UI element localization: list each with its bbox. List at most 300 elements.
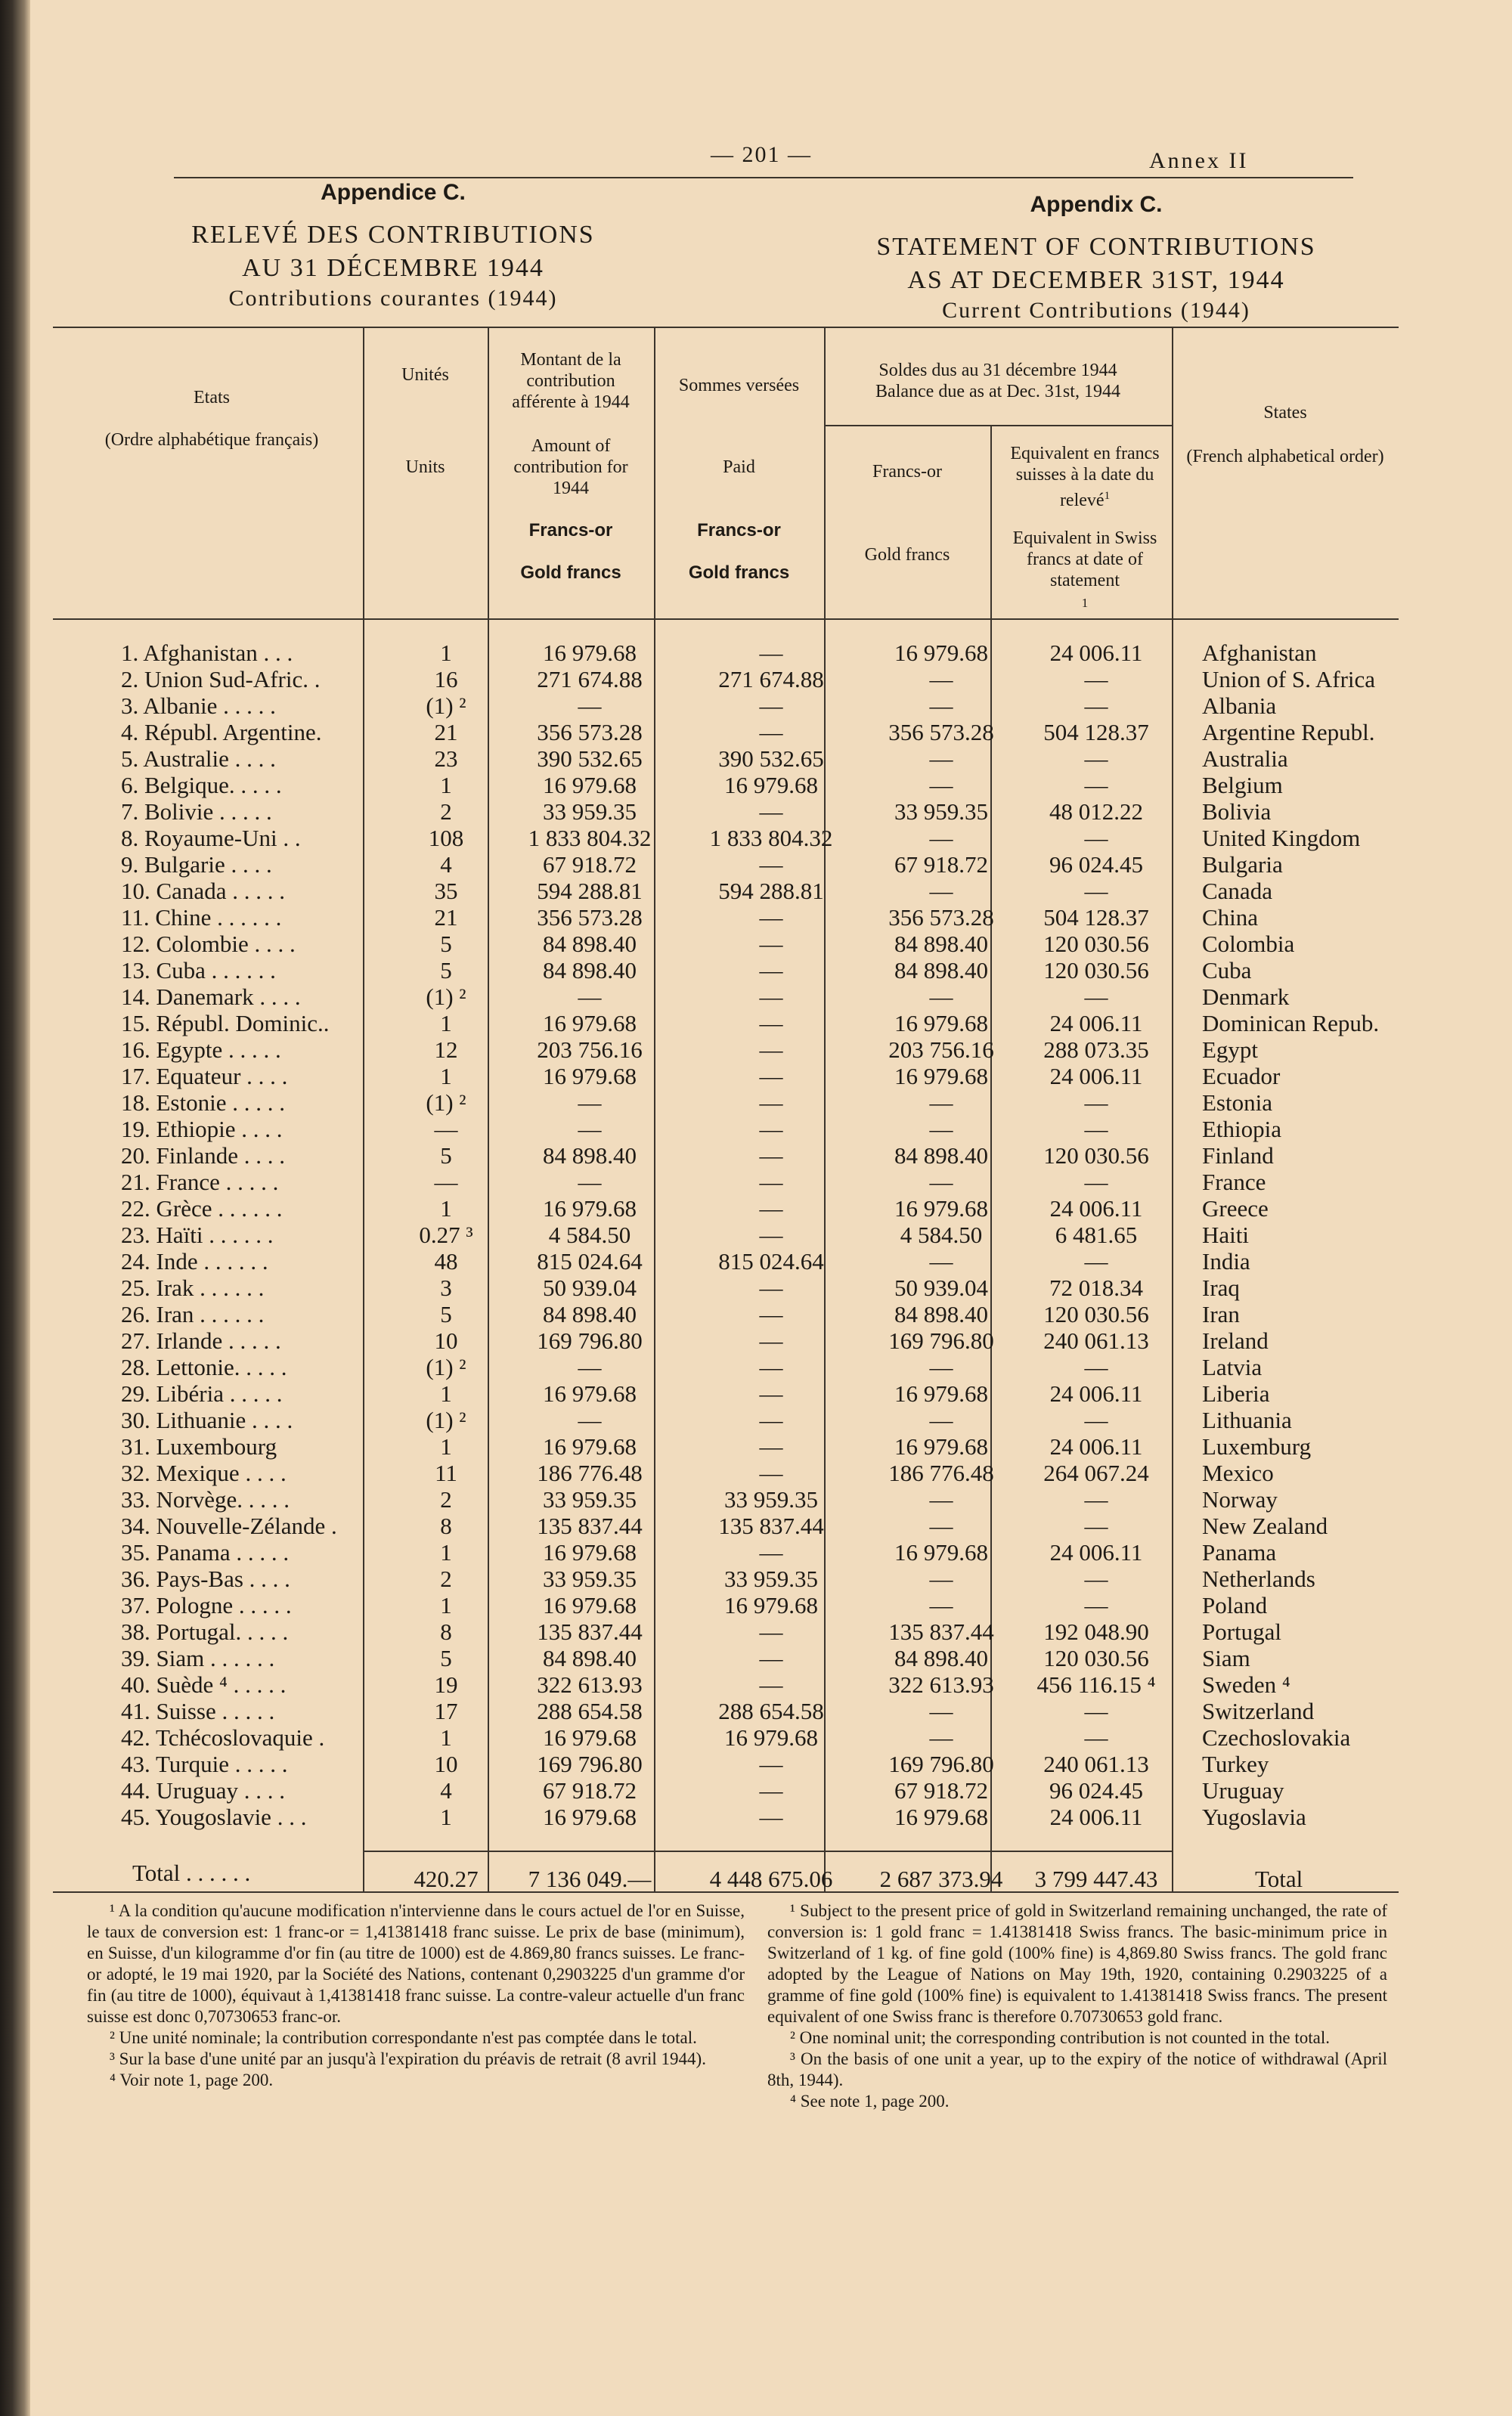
country-name-fr: 44. Uruguay . . . . <box>121 1777 285 1804</box>
annex-label: Annex II <box>1149 148 1249 173</box>
units-cell: 5 <box>440 931 452 957</box>
units-cell: 10 <box>434 1751 458 1777</box>
footnote-en-1: ¹ Subject to the present price of gold in Switzerland remaining unchanged, the rate of conversion is: 1 gold franc = 1.41381418 Swiss francs. The basic-minimum price in Switzerland of 1 kg. of fine gold (100% fine) is 4,869.80 Swiss francs. The gold franc adopted by the League of Nations on May 19th, 1920, containing 0.2903225 of a gramme of fine gold (100% fine) is equivalent to 1.41381418 Swiss francs. The present equivalent of one Swiss franc is therefore 0.70730653 gold franc. <box>767 1901 1387 2026</box>
equiv-cell: — <box>1084 772 1108 798</box>
country-name-fr: 4. Républ. Argentine. <box>121 719 322 745</box>
equiv-cell: 24 006.11 <box>1049 1195 1143 1222</box>
paid-cell: — <box>759 931 783 957</box>
country-name-en: Bulgaria <box>1202 851 1283 878</box>
balance-cell: — <box>929 1724 953 1751</box>
units-cell: 21 <box>434 904 458 931</box>
country-name-fr: 8. Royaume-Uni . . <box>121 825 301 851</box>
balance-cell: 16 979.68 <box>894 1195 988 1222</box>
col-divider <box>488 327 489 1891</box>
equiv-cell: 120 030.56 <box>1043 1142 1149 1169</box>
country-name-fr: 6. Belgique. . . . . <box>121 772 282 798</box>
country-name-fr: 34. Nouvelle-Zélande . <box>121 1513 337 1539</box>
units-cell: 2 <box>440 1566 452 1592</box>
amount-cell: 67 918.72 <box>543 1777 637 1804</box>
units-cell: 5 <box>440 1142 452 1169</box>
equiv-cell: — <box>1084 1698 1108 1724</box>
balance-cell: — <box>929 1248 953 1275</box>
country-name-fr: 11. Chine . . . . . . <box>121 904 282 931</box>
amount-cell: 84 898.40 <box>543 1301 637 1327</box>
balance-cell: — <box>929 745 953 772</box>
country-name-fr: 21. France . . . . . <box>121 1169 279 1195</box>
equiv-cell: 24 006.11 <box>1049 1433 1143 1460</box>
balance-cell: 169 796.80 <box>888 1751 994 1777</box>
amount-cell: 356 573.28 <box>537 719 643 745</box>
equiv-cell: 456 116.15 ⁴ <box>1036 1671 1156 1698</box>
balance-cell: — <box>929 772 953 798</box>
paid-cell: — <box>759 1645 783 1671</box>
country-name-fr: 13. Cuba . . . . . . <box>121 957 276 983</box>
top-rule <box>174 177 1353 178</box>
paid-cell: — <box>759 851 783 878</box>
balance-cell: 186 776.48 <box>888 1460 994 1486</box>
equiv-cell: — <box>1084 1407 1108 1433</box>
col-header-balance: Balance due as at Dec. 31st, 1944 <box>875 382 1120 401</box>
country-name-fr: 20. Finlande . . . . <box>121 1142 285 1169</box>
country-name-fr: 22. Grèce . . . . . . <box>121 1195 283 1222</box>
paid-cell: 16 979.68 <box>724 1592 818 1618</box>
country-name-fr: 19. Ethiopie . . . . <box>121 1116 283 1142</box>
col-header-francs-or-2: Francs-or <box>697 520 781 541</box>
country-name-fr: 32. Mexique . . . . <box>121 1460 287 1486</box>
country-name-en: Iraq <box>1202 1275 1240 1301</box>
amount-cell: 84 898.40 <box>543 1142 637 1169</box>
country-name-fr: 35. Panama . . . . . <box>121 1539 290 1566</box>
amount-cell: 288 654.58 <box>537 1698 643 1724</box>
amount-cell: 67 918.72 <box>543 851 637 878</box>
equiv-cell: 96 024.45 <box>1049 1777 1143 1804</box>
amount-cell: 135 837.44 <box>537 1513 643 1539</box>
country-name-fr: 26. Iran . . . . . . <box>121 1301 265 1327</box>
units-cell: 1 <box>440 1724 452 1751</box>
header-bottom-rule <box>53 618 1399 620</box>
paid-cell: — <box>759 1380 783 1407</box>
amount-cell: — <box>578 1116 602 1142</box>
country-name-fr: 30. Lithuanie . . . . <box>121 1407 293 1433</box>
equiv-cell: — <box>1084 1592 1108 1618</box>
amount-cell: 815 024.64 <box>537 1248 643 1275</box>
document-page <box>30 0 1512 2416</box>
col-header-unites: Unités <box>401 365 449 385</box>
units-cell: 1 <box>440 1433 452 1460</box>
amount-cell: 16 979.68 <box>543 1010 637 1036</box>
country-name-en: Siam <box>1202 1645 1250 1671</box>
amount-cell: 33 959.35 <box>543 1566 637 1592</box>
equiv-cell: — <box>1084 878 1108 904</box>
equiv-cell: 120 030.56 <box>1043 931 1149 957</box>
paid-cell: — <box>759 1301 783 1327</box>
country-name-en: New Zealand <box>1202 1513 1328 1539</box>
country-name-en: Haiti <box>1202 1222 1249 1248</box>
country-name-en: Poland <box>1202 1592 1268 1618</box>
units-cell: 1 <box>440 1804 452 1830</box>
paid-cell: 271 674.88 <box>718 666 824 692</box>
title-fr-line3: Contributions courantes (1944) <box>228 286 558 311</box>
col-header-etats: Etats <box>194 388 230 407</box>
amount-cell: 169 796.80 <box>537 1751 643 1777</box>
country-name-en: Colombia <box>1202 931 1295 957</box>
country-name-en: Iran <box>1202 1301 1240 1327</box>
paid-cell: — <box>759 957 783 983</box>
equiv-cell: 120 030.56 <box>1043 1301 1149 1327</box>
equiv-cell: — <box>1084 1248 1108 1275</box>
equiv-cell: 240 061.13 <box>1043 1751 1149 1777</box>
country-name-en: Estonia <box>1202 1089 1272 1116</box>
units-cell: 48 <box>434 1248 458 1275</box>
country-name-fr: 1. Afghanistan . . . <box>121 640 293 666</box>
col-header-equiv-fr: Equivalent en francs suisses à la date du relevé$^1$ <box>1010 444 1160 510</box>
units-cell: 5 <box>440 1301 452 1327</box>
amount-cell: 356 573.28 <box>537 904 643 931</box>
paid-cell: — <box>759 1089 783 1116</box>
country-name-en: Portugal <box>1202 1618 1282 1645</box>
paid-cell: 16 979.68 <box>724 772 818 798</box>
col-header-etats-sub: (Ordre alphabétique français) <box>104 430 319 450</box>
balance-cell: — <box>929 1116 953 1142</box>
units-cell: 21 <box>434 719 458 745</box>
balance-cell: — <box>929 1354 953 1380</box>
paid-cell: — <box>759 692 783 719</box>
paid-cell: — <box>759 1354 783 1380</box>
country-name-fr: 27. Irlande . . . . . <box>121 1327 281 1354</box>
balance-cell: 356 573.28 <box>888 904 994 931</box>
country-name-en: Ecuador <box>1202 1063 1281 1089</box>
units-cell: 1 <box>440 772 452 798</box>
units-cell: — <box>434 1169 458 1195</box>
balance-cell: 16 979.68 <box>894 1063 988 1089</box>
equiv-cell: 24 006.11 <box>1049 1804 1143 1830</box>
balance-cell: 67 918.72 <box>894 851 988 878</box>
country-name-fr: 16. Egypte . . . . . <box>121 1036 281 1063</box>
col-header-states: States <box>1263 403 1307 423</box>
equiv-cell: — <box>1084 1486 1108 1513</box>
country-name-en: Finland <box>1202 1142 1274 1169</box>
country-name-fr: 40. Suède ⁴ . . . . . <box>121 1671 287 1698</box>
country-name-en: Liberia <box>1202 1380 1270 1407</box>
total-label: Total . . . . . . <box>132 1860 251 1886</box>
equiv-cell: 504 128.37 <box>1043 719 1149 745</box>
country-name-fr: 33. Norvège. . . . . <box>121 1486 290 1513</box>
balance-cell: — <box>929 1513 953 1539</box>
paid-cell: — <box>759 983 783 1010</box>
country-name-fr: 7. Bolivie . . . . . <box>121 798 272 825</box>
country-name-en: Ethiopia <box>1202 1116 1282 1142</box>
amount-cell: 16 979.68 <box>543 1195 637 1222</box>
title-english <box>824 192 1368 324</box>
balance-cell: 16 979.68 <box>894 640 988 666</box>
paid-cell: — <box>759 1327 783 1354</box>
equiv-cell: 288 073.35 <box>1043 1036 1149 1063</box>
total-amount: 7 136 049.— <box>528 1866 652 1892</box>
amount-cell: — <box>578 1089 602 1116</box>
amount-cell: 16 979.68 <box>543 1433 637 1460</box>
col-header-gold-francs-2: Gold francs <box>688 562 790 583</box>
balance-cell: — <box>929 1698 953 1724</box>
balance-cell: 16 979.68 <box>894 1010 988 1036</box>
amount-cell: 33 959.35 <box>543 798 637 825</box>
balance-cell: 84 898.40 <box>894 1301 988 1327</box>
equiv-cell: 72 018.34 <box>1049 1275 1143 1301</box>
balance-cell: — <box>929 666 953 692</box>
paid-cell: — <box>759 1036 783 1063</box>
country-name-fr: 43. Turquie . . . . . <box>121 1751 288 1777</box>
units-cell: 5 <box>440 1645 452 1671</box>
col-header-gold-francs-1: Gold francs <box>520 562 621 583</box>
table-top-rule <box>53 327 1399 328</box>
country-name-en: Bolivia <box>1202 798 1272 825</box>
amount-cell: 84 898.40 <box>543 931 637 957</box>
country-name-en: Egypt <box>1202 1036 1259 1063</box>
paid-cell: — <box>759 1539 783 1566</box>
balance-cell: — <box>929 1089 953 1116</box>
country-name-en: China <box>1202 904 1259 931</box>
units-cell: (1) ² <box>426 1089 466 1116</box>
country-name-en: Greece <box>1202 1195 1269 1222</box>
paid-cell: 33 959.35 <box>724 1486 818 1513</box>
amount-cell: 322 613.93 <box>537 1671 643 1698</box>
amount-cell: 1 833 804.32 <box>528 825 652 851</box>
balance-cell: — <box>929 692 953 719</box>
units-cell: 23 <box>434 745 458 772</box>
country-name-en: Panama <box>1202 1539 1277 1566</box>
amount-cell: 84 898.40 <box>543 1645 637 1671</box>
amount-cell: 16 979.68 <box>543 772 637 798</box>
amount-cell: 271 674.88 <box>537 666 643 692</box>
country-name-en: Latvia <box>1202 1354 1263 1380</box>
balance-subheader-rule <box>824 425 1172 426</box>
equiv-cell: — <box>1084 666 1108 692</box>
paid-cell: — <box>759 1618 783 1645</box>
units-cell: 1 <box>440 1195 452 1222</box>
balance-cell: 169 796.80 <box>888 1327 994 1354</box>
country-name-fr: 31. Luxembourg <box>121 1433 277 1460</box>
col-header-gold-francs-3: Gold francs <box>864 545 950 565</box>
units-cell: 17 <box>434 1698 458 1724</box>
paid-cell: 33 959.35 <box>724 1566 818 1592</box>
title-en-line1: STATEMENT OF CONTRIBUTIONS <box>876 233 1316 261</box>
amount-cell: 16 979.68 <box>543 1724 637 1751</box>
footnote-en-4: ⁴ See note 1, page 200. <box>790 2092 950 2111</box>
amount-cell: — <box>578 1169 602 1195</box>
equiv-cell: — <box>1084 1513 1108 1539</box>
balance-cell: 203 756.16 <box>888 1036 994 1063</box>
equiv-cell: 24 006.11 <box>1049 1010 1143 1036</box>
amount-cell: 203 756.16 <box>537 1036 643 1063</box>
country-name-fr: 37. Pologne . . . . . <box>121 1592 292 1618</box>
country-name-fr: 15. Républ. Dominic.. <box>121 1010 330 1036</box>
title-french <box>136 180 650 311</box>
balance-cell: 33 959.35 <box>894 798 988 825</box>
equiv-cell: 192 048.90 <box>1043 1618 1149 1645</box>
amount-cell: 16 979.68 <box>543 1804 637 1830</box>
country-name-fr: 23. Haïti . . . . . . <box>121 1222 274 1248</box>
paid-cell: 594 288.81 <box>718 878 824 904</box>
paid-cell: — <box>759 1116 783 1142</box>
country-name-en: Afghanistan <box>1202 640 1317 666</box>
equiv-cell: — <box>1084 1116 1108 1142</box>
equiv-cell: — <box>1084 1169 1108 1195</box>
paid-cell: 16 979.68 <box>724 1724 818 1751</box>
balance-cell: — <box>929 1169 953 1195</box>
amount-cell: 50 939.04 <box>543 1275 637 1301</box>
country-name-fr: 39. Siam . . . . . . <box>121 1645 275 1671</box>
country-name-fr: 45. Yougoslavie . . . <box>121 1804 307 1830</box>
units-cell: 12 <box>434 1036 458 1063</box>
balance-cell: — <box>929 878 953 904</box>
equiv-cell: — <box>1084 1724 1108 1751</box>
total-state-label: Total <box>1255 1866 1303 1892</box>
country-name-fr: 29. Libéria . . . . . <box>121 1380 283 1407</box>
amount-cell: 390 532.65 <box>537 745 643 772</box>
amount-cell: 16 979.68 <box>543 1063 637 1089</box>
balance-cell: 16 979.68 <box>894 1804 988 1830</box>
units-cell: 4 <box>440 1777 452 1804</box>
total-equiv: 3 799 447.43 <box>1034 1866 1158 1892</box>
col-header-francs-or-3: Francs-or <box>872 462 942 482</box>
appendix-en: Appendix C. <box>1030 192 1163 217</box>
balance-cell: — <box>929 825 953 851</box>
balance-cell: — <box>929 1486 953 1513</box>
balance-cell: 322 613.93 <box>888 1671 994 1698</box>
footnote-fr-2: ² Une unité nominale; la contribution correspondante n'est pas comptée dans le total. <box>110 2028 697 2047</box>
balance-cell: 16 979.68 <box>894 1380 988 1407</box>
country-name-en: Cuba <box>1202 957 1252 983</box>
paid-cell: — <box>759 1804 783 1830</box>
equiv-cell: 48 012.22 <box>1049 798 1143 825</box>
page-number: — 201 — <box>711 142 812 167</box>
balance-cell: — <box>929 983 953 1010</box>
title-fr-line2: AU 31 DÉCEMBRE 1944 <box>242 254 544 282</box>
paid-cell: — <box>759 798 783 825</box>
units-cell: (1) ² <box>426 983 466 1010</box>
balance-cell: 67 918.72 <box>894 1777 988 1804</box>
equiv-cell: — <box>1084 1566 1108 1592</box>
paid-cell: — <box>759 1222 783 1248</box>
paid-cell: — <box>759 904 783 931</box>
footnote-en-2: ² One nominal unit; the corresponding contribution is not counted in the total. <box>790 2028 1331 2047</box>
balance-cell: 16 979.68 <box>894 1433 988 1460</box>
paid-cell: 288 654.58 <box>718 1698 824 1724</box>
amount-cell: 16 979.68 <box>543 1539 637 1566</box>
equiv-cell: — <box>1084 825 1108 851</box>
country-name-en: Luxemburg <box>1202 1433 1312 1460</box>
col-header-francs-or-1: Francs-or <box>528 520 613 541</box>
paid-cell: — <box>759 1142 783 1169</box>
paid-cell: — <box>759 1460 783 1486</box>
units-cell: 2 <box>440 798 452 825</box>
units-cell: 1 <box>440 640 452 666</box>
country-name-en: Turkey <box>1202 1751 1269 1777</box>
country-name-en: Denmark <box>1202 983 1290 1010</box>
units-cell: 2 <box>440 1486 452 1513</box>
country-name-en: Belgium <box>1202 772 1283 798</box>
units-cell: 8 <box>440 1513 452 1539</box>
units-cell: 5 <box>440 957 452 983</box>
country-name-fr: 3. Albanie . . . . . <box>121 692 276 719</box>
country-name-en: India <box>1202 1248 1250 1275</box>
units-cell: 4 <box>440 851 452 878</box>
amount-cell: 16 979.68 <box>543 1592 637 1618</box>
balance-cell: 50 939.04 <box>894 1275 988 1301</box>
paid-cell: — <box>759 1063 783 1089</box>
title-fr-line1: RELEVÉ DES CONTRIBUTIONS <box>191 221 595 249</box>
units-cell: 1 <box>440 1063 452 1089</box>
paid-cell: — <box>759 719 783 745</box>
units-cell: 3 <box>440 1275 452 1301</box>
equiv-cell: 120 030.56 <box>1043 1645 1149 1671</box>
country-name-fr: 24. Inde . . . . . . <box>121 1248 268 1275</box>
col-divider <box>1172 327 1173 1891</box>
footnote-en-3: ³ On the basis of one unit a year, up to the expiry of the notice of withdrawal (April 8th, 1944). <box>767 2049 1387 2089</box>
equiv-cell: 120 030.56 <box>1043 957 1149 983</box>
equiv-cell: 96 024.45 <box>1049 851 1143 878</box>
country-name-fr: 10. Canada . . . . . <box>121 878 285 904</box>
country-name-fr: 9. Bulgarie . . . . <box>121 851 272 878</box>
amount-cell: 4 584.50 <box>548 1222 631 1248</box>
units-cell: 1 <box>440 1539 452 1566</box>
equiv-cell: 24 006.11 <box>1049 1063 1143 1089</box>
total-balance: 2 687 373.94 <box>879 1866 1003 1892</box>
country-name-en: Australia <box>1202 745 1288 772</box>
equiv-cell: 240 061.13 <box>1043 1327 1149 1354</box>
balance-cell: — <box>929 1566 953 1592</box>
country-name-fr: 2. Union Sud-Afric. . <box>121 666 321 692</box>
footnote-fr-4: ⁴ Voir note 1, page 200. <box>110 2071 274 2089</box>
footnote-fr-3: ³ Sur la base d'une unité par an jusqu'à l'expiration du préavis de retrait (8 avril 1944). <box>110 2049 706 2068</box>
footnotes-english <box>767 1900 1387 2112</box>
paid-cell: — <box>759 1751 783 1777</box>
units-cell: 35 <box>434 878 458 904</box>
country-name-fr: 41. Suisse . . . . . <box>121 1698 275 1724</box>
country-name-fr: 36. Pays-Bas . . . . <box>121 1566 290 1592</box>
amount-cell: 594 288.81 <box>537 878 643 904</box>
units-cell: 1 <box>440 1592 452 1618</box>
total-top-rule <box>363 1851 1172 1852</box>
col-header-paid: Paid <box>723 457 755 477</box>
units-cell: 108 <box>428 825 464 851</box>
col-header-soldes: Soldes dus au 31 décembre 1944 <box>878 361 1117 380</box>
amount-cell: — <box>578 1407 602 1433</box>
country-name-en: France <box>1202 1169 1266 1195</box>
paid-cell: — <box>759 1777 783 1804</box>
paid-cell: 390 532.65 <box>718 745 824 772</box>
country-name-en: Yugoslavia <box>1202 1804 1306 1830</box>
country-name-en: Netherlands <box>1202 1566 1315 1592</box>
amount-cell: — <box>578 983 602 1010</box>
paid-cell: — <box>759 1169 783 1195</box>
equiv-cell: — <box>1084 1354 1108 1380</box>
country-name-en: Mexico <box>1202 1460 1274 1486</box>
paid-cell: — <box>759 1010 783 1036</box>
units-cell: 16 <box>434 666 458 692</box>
units-cell: 10 <box>434 1327 458 1354</box>
country-name-fr: 17. Equateur . . . . <box>121 1063 288 1089</box>
balance-cell: 4 584.50 <box>900 1222 983 1248</box>
amount-cell: 16 979.68 <box>543 1380 637 1407</box>
paid-cell: — <box>759 1407 783 1433</box>
country-name-fr: 38. Portugal. . . . . <box>121 1618 289 1645</box>
country-name-en: Switzerland <box>1202 1698 1315 1724</box>
equiv-cell: 24 006.11 <box>1049 1380 1143 1407</box>
col-header-states-sub: (French alphabetical order) <box>1186 447 1384 466</box>
balance-cell: 84 898.40 <box>894 1645 988 1671</box>
units-cell: 8 <box>440 1618 452 1645</box>
country-name-en: Norway <box>1202 1486 1278 1513</box>
